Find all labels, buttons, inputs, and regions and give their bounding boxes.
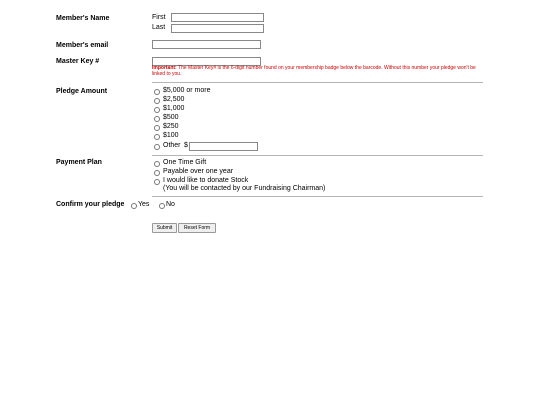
master-key-note <box>152 66 482 77</box>
plan-option-one-year: Payable over one year <box>163 168 234 175</box>
master-key-note-text: The Master Key# is the 6-digit number found on your membership badge below the barcode. Without this number your pledge won't be linked to you. <box>152 65 476 77</box>
first-name-label: First <box>152 14 166 21</box>
confirm-option-yes: Yes <box>138 201 150 208</box>
pledge-option-500: $500 <box>163 114 179 121</box>
stock-contact-note: (You will be contacted by our Fundraising Chairman) <box>163 185 326 192</box>
pledge-radio-other[interactable] <box>154 144 160 150</box>
plan-radio-one-year[interactable] <box>154 170 160 176</box>
plan-radio-one-time[interactable] <box>154 161 160 167</box>
plan-option-one-time: One Time Gift <box>163 159 207 166</box>
other-amount-input[interactable] <box>189 142 258 151</box>
members-email-label: Member's email <box>56 42 109 49</box>
pledge-option-5000: $5,000 or more <box>163 87 211 94</box>
first-name-input[interactable] <box>171 13 264 22</box>
master-key-note-important: Important: <box>152 65 177 71</box>
last-name-label: Last <box>152 24 166 31</box>
confirm-option-no: No <box>166 201 175 208</box>
payment-plan-label: Payment Plan <box>56 159 102 166</box>
pledge-option-2500: $2,500 <box>163 96 185 103</box>
pledge-radio-1000[interactable] <box>154 107 160 113</box>
divider <box>152 82 483 83</box>
pledge-option-1000: $1,000 <box>163 105 185 112</box>
plan-radio-stock[interactable] <box>154 179 160 185</box>
pledge-option-other: Other <box>163 142 181 149</box>
divider <box>152 155 483 156</box>
confirm-radio-yes[interactable] <box>131 203 137 209</box>
pledge-radio-2500[interactable] <box>154 98 160 104</box>
confirm-radio-no[interactable] <box>159 203 165 209</box>
pledge-radio-250[interactable] <box>154 125 160 131</box>
reset-form-button[interactable]: Reset Form <box>178 223 216 233</box>
members-name-label: Member's Name <box>56 15 110 22</box>
pledge-radio-500[interactable] <box>154 116 160 122</box>
pledge-radio-5000[interactable] <box>154 89 160 95</box>
last-name-input[interactable] <box>171 24 264 33</box>
divider <box>152 196 483 197</box>
email-input[interactable] <box>152 40 261 49</box>
pledge-radio-100[interactable] <box>154 134 160 140</box>
submit-button[interactable]: Submit <box>152 223 177 233</box>
pledge-amount-label: Pledge Amount <box>56 88 108 95</box>
other-dollar-sign: $ <box>184 142 188 149</box>
pledge-option-250: $250 <box>163 123 179 130</box>
confirm-pledge-label: Confirm your pledge <box>56 201 125 208</box>
pledge-option-100: $100 <box>163 132 179 139</box>
plan-option-stock: I would like to donate Stock <box>163 177 249 184</box>
master-key-label: Master Key # <box>56 58 100 65</box>
